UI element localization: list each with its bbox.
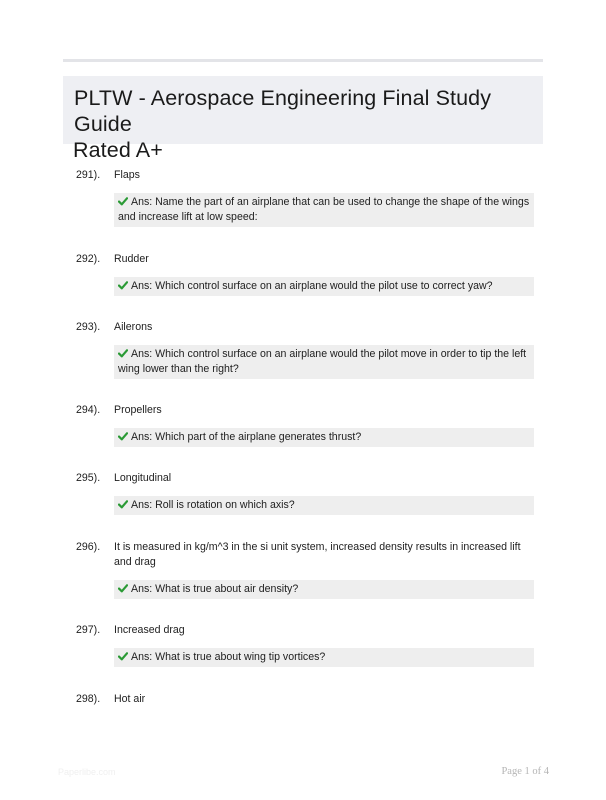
answer-box xyxy=(114,345,534,379)
qa-item xyxy=(76,471,536,515)
item-number: 294). xyxy=(76,404,101,416)
answer-box xyxy=(114,193,534,227)
page-title-line-2: Rated A+ xyxy=(73,138,163,162)
qa-item xyxy=(76,252,536,296)
item-term: Flaps xyxy=(114,169,140,181)
question-row xyxy=(76,168,536,183)
qa-item xyxy=(76,540,536,599)
checkmark-icon xyxy=(118,498,129,513)
checkmark-icon xyxy=(118,582,129,597)
checkmark-icon xyxy=(118,195,129,210)
checkmark-icon xyxy=(118,430,129,445)
checkmark-icon xyxy=(118,279,129,294)
item-term: Longitudinal xyxy=(114,472,172,484)
answer-box xyxy=(114,428,534,447)
question-row xyxy=(76,252,536,267)
footer-watermark: Paperlibe.com xyxy=(58,767,116,777)
answer-box xyxy=(114,496,534,515)
item-number: 298). xyxy=(76,693,101,705)
item-term: It is measured in kg/m^3 in the si unit system, increased density results in increased lift and drag xyxy=(114,541,521,568)
answer-text: Ans: What is true about air density? xyxy=(131,583,299,595)
item-term: Ailerons xyxy=(114,321,153,333)
qa-item xyxy=(76,403,536,447)
answer-text: Ans: Roll is rotation on which axis? xyxy=(131,499,295,511)
answer-text: Ans: Name the part of an airplane that can be used to change the shape of the wings and increase lift at low speed: xyxy=(118,196,530,223)
answer-text: Ans: Which part of the airplane generates thrust? xyxy=(131,431,362,443)
title-banner xyxy=(63,76,543,162)
answer-box xyxy=(114,277,534,296)
answer-box xyxy=(114,648,534,667)
item-term: Rudder xyxy=(114,253,149,265)
question-row xyxy=(76,623,536,638)
question-row xyxy=(76,692,536,707)
item-number: 293). xyxy=(76,321,101,333)
qa-item xyxy=(76,168,536,227)
page-indicator: Page 1 of 4 xyxy=(501,766,549,777)
item-term: Propellers xyxy=(114,404,162,416)
qa-item xyxy=(76,320,536,379)
item-number: 295). xyxy=(76,472,101,484)
question-row xyxy=(76,403,536,418)
checkmark-icon xyxy=(118,650,129,665)
question-row xyxy=(76,540,536,570)
qa-item xyxy=(76,623,536,667)
qa-item xyxy=(76,692,536,707)
item-term: Hot air xyxy=(114,693,146,705)
question-row xyxy=(76,471,536,486)
answer-box xyxy=(114,580,534,599)
page-title-line-1: PLTW - Aerospace Engineering Final Study Guide xyxy=(74,86,492,136)
item-number: 297). xyxy=(76,624,101,636)
item-number: 291). xyxy=(76,169,101,181)
checkmark-icon xyxy=(118,347,129,362)
top-divider xyxy=(63,59,543,62)
item-number: 292). xyxy=(76,253,101,265)
answer-text: Ans: Which control surface on an airplane would the pilot move in order to tip the left wing lower than the right? xyxy=(118,348,527,375)
answer-text: Ans: Which control surface on an airplane would the pilot use to correct yaw? xyxy=(131,280,493,292)
item-term: Increased drag xyxy=(114,624,185,636)
question-row xyxy=(76,320,536,335)
item-number: 296). xyxy=(76,541,101,553)
page-title xyxy=(73,85,533,163)
answer-text: Ans: What is true about wing tip vortices? xyxy=(131,651,326,663)
